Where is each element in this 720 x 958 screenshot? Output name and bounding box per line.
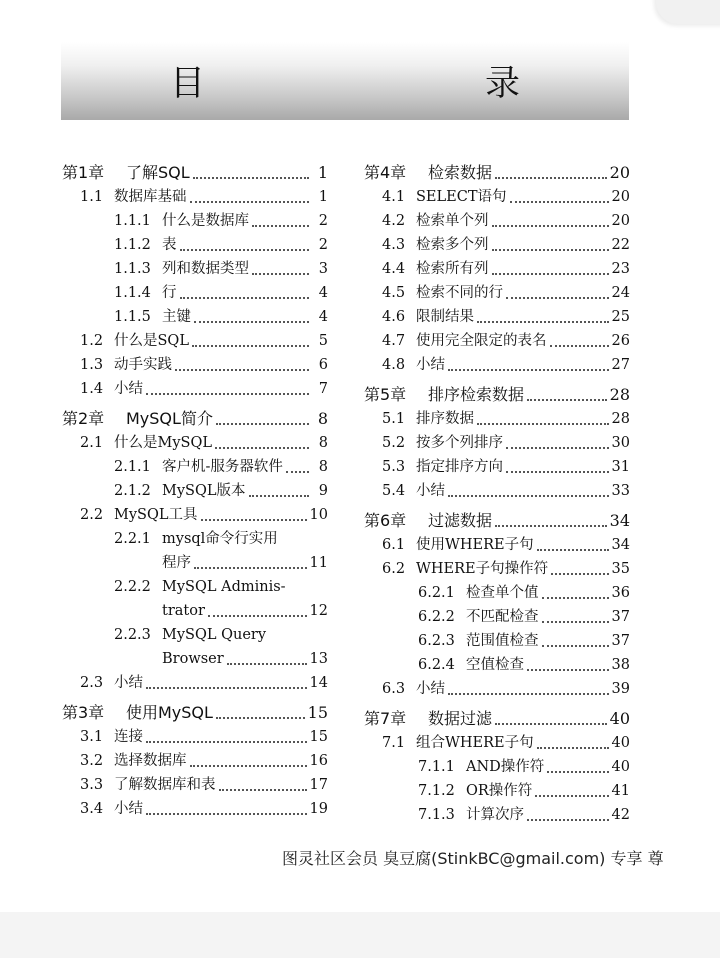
toc-page-number: 37	[611, 633, 630, 649]
toc-number: 2.2.1	[114, 531, 151, 547]
toc-title: 使用完全限定的表名	[416, 333, 547, 349]
toc-title: mysql命令行实用	[162, 531, 278, 547]
toc-title: 检索多个列	[416, 237, 489, 253]
toc-page-number: 9	[318, 483, 328, 499]
dot-leader	[190, 189, 310, 203]
toc-number: 1.1.2	[114, 237, 151, 253]
toc-page-number: 15	[307, 703, 328, 722]
dot-leader	[180, 285, 310, 299]
toc-number: 6.2.2	[418, 609, 455, 625]
toc-title: OR操作符	[466, 783, 533, 799]
dot-leader	[547, 759, 608, 773]
toc-number: 1.1.3	[114, 261, 151, 277]
toc-page-number: 27	[611, 357, 630, 373]
toc-number: 4.4	[382, 261, 406, 277]
toc-number: 1.1.4	[114, 285, 151, 301]
toc-number: 3.1	[80, 729, 104, 745]
toc-number: 7.1.1	[418, 759, 455, 775]
toc-number: 1.3	[80, 357, 104, 373]
toc-number: 第1章	[62, 163, 105, 182]
toc-number: 2.2	[80, 507, 104, 523]
toc-page-number: 30	[611, 435, 630, 451]
dot-leader	[194, 555, 307, 569]
toc-title: 按多个列排序	[416, 435, 503, 451]
toc-page-number: 13	[309, 651, 328, 667]
dot-leader	[286, 459, 309, 473]
toc-title: 检索所有列	[416, 261, 489, 277]
toc-section[interactable]	[62, 722, 328, 746]
toc-cont[interactable]	[62, 548, 328, 572]
toc-page-number: 25	[611, 309, 630, 325]
dot-leader	[492, 237, 609, 251]
toc-number: 4.2	[382, 213, 406, 229]
toc-page-number: 11	[309, 555, 328, 571]
toc-number: 5.4	[382, 483, 406, 499]
toc-page-number: 17	[309, 777, 328, 793]
toc-title: 空值检查	[466, 657, 524, 673]
toc-title: 范围值检查	[466, 633, 539, 649]
toc-number: 6.2.3	[418, 633, 455, 649]
dot-leader	[506, 285, 609, 299]
toc-title: AND操作符	[466, 759, 545, 775]
page-title: 目 录	[169, 64, 590, 104]
toc-page-number: 8	[318, 459, 328, 475]
dot-leader	[146, 729, 307, 743]
toc-section[interactable]	[364, 452, 630, 476]
dot-leader	[208, 603, 307, 617]
toc-title: 动手实践	[114, 357, 172, 373]
toc-chapter[interactable]	[364, 698, 630, 728]
toc-page-number: 40	[611, 759, 630, 775]
toc-title: 数据过滤	[428, 709, 493, 728]
toc-page-number: 20	[611, 189, 630, 205]
toc-number: 6.2	[382, 561, 406, 577]
toc-number: 3.4	[80, 801, 104, 817]
dot-leader	[542, 633, 609, 647]
dot-leader	[193, 165, 309, 179]
toc-subsection[interactable]	[62, 254, 328, 278]
dot-leader	[492, 261, 609, 275]
toc-number: 5.1	[382, 411, 406, 427]
toc-title: 限制结果	[416, 309, 474, 325]
toc-title: 不匹配检查	[466, 609, 539, 625]
toc-chapter[interactable]	[62, 692, 328, 722]
dot-leader	[550, 333, 609, 347]
toc-page-number: 38	[611, 657, 630, 673]
toc-page-number: 39	[611, 681, 630, 697]
toc-page-number: 26	[611, 333, 630, 349]
toc-number: 7.1	[382, 735, 406, 751]
toc-subsection[interactable]	[364, 650, 630, 674]
toc-section[interactable]	[62, 500, 328, 524]
toc-title: MySQL简介	[126, 409, 213, 428]
toc-title: SELECT语句	[416, 189, 507, 205]
toc-page-number: 8	[318, 435, 328, 451]
dot-leader	[201, 507, 307, 521]
toc-title: WHERE子句操作符	[416, 561, 549, 577]
toc-page-number: 12	[309, 603, 328, 619]
toc-number: 2.2.2	[114, 579, 151, 595]
toc-subsection[interactable]	[364, 800, 630, 824]
dot-leader	[535, 783, 608, 797]
dot-leader	[448, 681, 609, 695]
toc-title: 连接	[114, 729, 143, 745]
toc-page-number: 37	[611, 609, 630, 625]
dot-leader	[448, 357, 609, 371]
toc-title: 数据库基础	[114, 189, 187, 205]
toc-title: 检索单个列	[416, 213, 489, 229]
toc-page-number: 8	[317, 409, 328, 428]
toc-page-number: 33	[611, 483, 630, 499]
toc-number: 第4章	[364, 163, 407, 182]
toc-cont[interactable]	[62, 596, 328, 620]
dot-leader	[477, 309, 609, 323]
toc-chapter[interactable]	[62, 398, 328, 428]
toc-subsection[interactable]	[364, 776, 630, 800]
toc-page-number: 10	[309, 507, 328, 523]
toc-page-number: 4	[318, 285, 328, 301]
toc-section[interactable]	[62, 746, 328, 770]
toc-number: 2.1.2	[114, 483, 151, 499]
toc-section[interactable]	[364, 302, 630, 326]
toc-number: 1.1	[80, 189, 104, 205]
toc-page-number: 2	[318, 237, 328, 253]
dot-leader	[180, 237, 310, 251]
dot-leader	[537, 537, 609, 551]
toc-title: 小结	[416, 681, 445, 697]
toc-section[interactable]	[364, 230, 630, 254]
toc-page-number: 7	[318, 381, 328, 397]
toc-section[interactable]	[364, 206, 630, 230]
toc-number: 6.3	[382, 681, 406, 697]
toc-page-number: 6	[318, 357, 328, 373]
toc-page-number: 36	[611, 585, 630, 601]
toc-title: 主键	[162, 309, 191, 325]
dot-leader	[190, 753, 307, 767]
toc-chapter[interactable]	[364, 500, 630, 530]
dot-leader	[492, 213, 609, 227]
toc-title: MySQL版本	[162, 483, 246, 499]
toc-subsection[interactable]	[62, 620, 328, 644]
toc-title: 指定排序方向	[416, 459, 503, 475]
toc-chapter[interactable]	[364, 374, 630, 404]
toc-title: 检索数据	[428, 163, 493, 182]
toc-section[interactable]	[62, 374, 328, 398]
toc-section[interactable]	[364, 350, 630, 374]
toc-number: 6.1	[382, 537, 406, 553]
toc-subsection[interactable]	[364, 578, 630, 602]
toc-page-number: 28	[611, 411, 630, 427]
toc-page-number: 41	[611, 783, 630, 799]
dot-leader	[448, 483, 609, 497]
toc-section[interactable]	[364, 326, 630, 350]
title-banner	[61, 42, 629, 120]
toc-subsection[interactable]	[62, 476, 328, 500]
toc-section[interactable]	[62, 350, 328, 374]
dot-leader	[227, 651, 307, 665]
toc-page-number: 3	[318, 261, 328, 277]
dot-leader	[510, 189, 609, 203]
toc-section[interactable]	[364, 674, 630, 698]
toc-number: 1.4	[80, 381, 104, 397]
toc-title: 计算次序	[466, 807, 524, 823]
dot-leader	[495, 711, 607, 725]
dot-leader	[477, 411, 609, 425]
toc-number: 第5章	[364, 385, 407, 404]
toc-title: 行	[162, 285, 177, 301]
toc-title: 什么是MySQL	[114, 435, 212, 451]
toc-section[interactable]	[364, 530, 630, 554]
dot-leader	[542, 609, 609, 623]
toc-page-number: 20	[611, 213, 630, 229]
toc-number: 3.3	[80, 777, 104, 793]
toc-page-number: 24	[611, 285, 630, 301]
toc-title: 列和数据类型	[162, 261, 249, 277]
toc-title: 排序数据	[416, 411, 474, 427]
toc-number: 第6章	[364, 511, 407, 530]
toc-title: 什么是数据库	[162, 213, 249, 229]
toc-number: 第3章	[62, 703, 105, 722]
dot-leader	[495, 513, 607, 527]
dot-leader	[527, 387, 607, 401]
dot-leader	[551, 561, 608, 575]
toc-section[interactable]	[62, 326, 328, 350]
toc-chapter[interactable]	[364, 152, 630, 182]
toc-number: 5.3	[382, 459, 406, 475]
toc-section[interactable]	[364, 428, 630, 452]
toc-section[interactable]	[364, 278, 630, 302]
toc-title: 小结	[416, 483, 445, 499]
toc-section[interactable]	[62, 668, 328, 692]
dot-leader	[527, 657, 609, 671]
dot-leader	[192, 333, 309, 347]
toc-subsection[interactable]	[62, 278, 328, 302]
toc-title: 表	[162, 237, 177, 253]
toc-number: 1.1.5	[114, 309, 151, 325]
dot-leader	[219, 777, 307, 791]
toc-number: 4.7	[382, 333, 406, 349]
toc-title: 排序检索数据	[428, 385, 525, 404]
toc-page-number: 40	[611, 735, 630, 751]
toc-title: MySQL工具	[114, 507, 198, 523]
toc-title: 过滤数据	[428, 511, 493, 530]
toc-page-number: 4	[318, 309, 328, 325]
toc-number: 4.8	[382, 357, 406, 373]
toc-title: 客户机-服务器软件	[162, 459, 283, 475]
toc-subsection[interactable]	[62, 524, 328, 548]
toc-title: 程序	[162, 555, 191, 571]
dot-leader	[175, 357, 309, 371]
toc-title: 小结	[416, 357, 445, 373]
toc-number: 4.3	[382, 237, 406, 253]
toc-page-number: 16	[309, 753, 328, 769]
dot-leader	[506, 435, 609, 449]
dot-leader	[252, 261, 309, 275]
toc-page-number: 15	[309, 729, 328, 745]
dot-leader	[146, 381, 309, 395]
dot-leader	[216, 705, 305, 719]
toc-title: MySQL Query	[162, 627, 267, 643]
toc-section[interactable]	[62, 182, 328, 206]
toc-number: 7.1.3	[418, 807, 455, 823]
toc-title: MySQL Adminis-	[162, 579, 286, 595]
toc-page-number: 22	[611, 237, 630, 253]
toc-number: 4.1	[382, 189, 406, 205]
toc-page-number: 14	[309, 675, 328, 691]
toc-title: Browser	[162, 651, 224, 667]
toc-page-number: 40	[609, 709, 630, 728]
toc-title: 了解数据库和表	[114, 777, 216, 793]
toc-subsection[interactable]	[364, 626, 630, 650]
toc-title: 选择数据库	[114, 753, 187, 769]
toc-section[interactable]	[62, 428, 328, 452]
toc-number: 4.6	[382, 309, 406, 325]
dot-leader	[495, 165, 607, 179]
toc-section[interactable]	[364, 254, 630, 278]
toc-title: 什么是SQL	[114, 333, 189, 349]
page-corner	[656, 0, 720, 24]
toc-number: 1.1.1	[114, 213, 151, 229]
toc-title: 了解SQL	[126, 163, 190, 182]
toc-number: 6.2.4	[418, 657, 455, 673]
toc-title: trator	[162, 603, 205, 619]
toc-title: 使用MySQL	[126, 703, 213, 722]
toc-number: 7.1.2	[418, 783, 455, 799]
toc-number: 5.2	[382, 435, 406, 451]
dot-leader	[542, 585, 609, 599]
toc-section[interactable]	[364, 182, 630, 206]
dot-leader	[506, 459, 609, 473]
toc-number: 3.2	[80, 753, 104, 769]
toc-section[interactable]	[364, 728, 630, 752]
toc-number: 6.2.1	[418, 585, 455, 601]
toc-page-number: 19	[309, 801, 328, 817]
toc-subsection[interactable]	[62, 206, 328, 230]
toc-section[interactable]	[62, 770, 328, 794]
toc-page-number: 31	[611, 459, 630, 475]
dot-leader	[252, 213, 309, 227]
toc-subsection[interactable]	[62, 230, 328, 254]
toc-number: 2.1.1	[114, 459, 151, 475]
toc-number: 2.3	[80, 675, 104, 691]
dot-leader	[527, 807, 609, 821]
toc-section[interactable]	[364, 554, 630, 578]
toc-page-number: 28	[609, 385, 630, 404]
toc-right-column	[364, 152, 630, 824]
toc-page-number: 35	[611, 561, 630, 577]
toc-page-number: 5	[318, 333, 328, 349]
toc-cont[interactable]	[62, 644, 328, 668]
toc-section[interactable]	[62, 794, 328, 818]
toc-subsection[interactable]	[364, 752, 630, 776]
toc-title: 小结	[114, 801, 143, 817]
toc-number: 4.5	[382, 285, 406, 301]
toc-title: 使用WHERE子句	[416, 537, 534, 553]
toc-subsection[interactable]	[364, 602, 630, 626]
dot-leader	[249, 483, 310, 497]
toc-title: 小结	[114, 381, 143, 397]
toc-page-number: 20	[609, 163, 630, 182]
dot-leader	[146, 801, 307, 815]
toc-title: 小结	[114, 675, 143, 691]
toc-section[interactable]	[364, 404, 630, 428]
toc-page-number: 1	[318, 189, 328, 205]
toc-page-number: 42	[611, 807, 630, 823]
toc-page-number: 34	[611, 537, 630, 553]
toc-title: 组合WHERE子句	[416, 735, 534, 751]
toc-subsection[interactable]	[62, 452, 328, 476]
toc-number: 1.2	[80, 333, 104, 349]
watermark-footer: 图灵社区会员 臭豆腐(StinkBC@gmail.com) 专享 尊	[282, 849, 664, 868]
toc-section[interactable]	[364, 476, 630, 500]
toc-page-number: 2	[318, 213, 328, 229]
dot-leader	[215, 435, 309, 449]
toc-number: 2.2.3	[114, 627, 151, 643]
toc-number: 2.1	[80, 435, 104, 451]
dot-leader	[146, 675, 307, 689]
toc-title: 检查单个值	[466, 585, 539, 601]
dot-leader	[216, 411, 309, 425]
toc-number: 第2章	[62, 409, 105, 428]
toc-subsection[interactable]	[62, 302, 328, 326]
toc-number: 第7章	[364, 709, 407, 728]
toc-left-column	[62, 152, 328, 818]
toc-title: 检索不同的行	[416, 285, 503, 301]
dot-leader	[194, 309, 309, 323]
dot-leader	[537, 735, 609, 749]
toc-chapter[interactable]	[62, 152, 328, 182]
toc-page-number: 34	[609, 511, 630, 530]
toc-page-number: 23	[611, 261, 630, 277]
toc-subsection[interactable]	[62, 572, 328, 596]
toc-page-number: 1	[317, 163, 328, 182]
